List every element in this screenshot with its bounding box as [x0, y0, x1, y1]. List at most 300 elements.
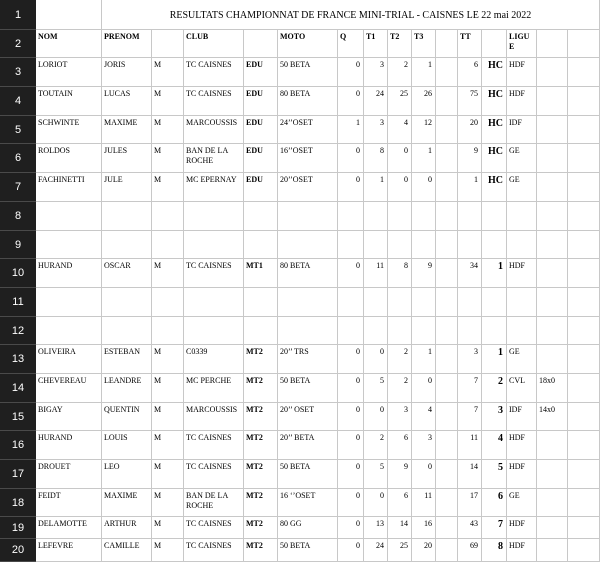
cell-q[interactable]: 0 [338, 87, 364, 116]
cell-q[interactable] [338, 202, 364, 231]
cell-t2[interactable]: 2 [388, 345, 412, 374]
cell-cat[interactable]: MT2 [244, 345, 278, 374]
cell-extra[interactable] [537, 317, 568, 345]
cell-rank[interactable] [482, 231, 507, 259]
cell-gap[interactable] [436, 539, 458, 562]
cell-ligue[interactable] [507, 202, 537, 231]
cell-q[interactable]: 0 [338, 403, 364, 431]
cell-gap[interactable] [436, 202, 458, 231]
cell-sexe[interactable]: M [152, 345, 184, 374]
cell-cat[interactable]: EDU [244, 173, 278, 202]
cell-blank2[interactable] [568, 288, 600, 317]
cell-q[interactable]: 0 [338, 58, 364, 87]
header-t3[interactable]: T3 [412, 30, 436, 58]
cell-prenom[interactable]: QUENTIN [102, 403, 152, 431]
cell-ligue[interactable]: HDF [507, 431, 537, 460]
cell-moto[interactable]: 20’’ TRS [278, 345, 338, 374]
cell-gap[interactable] [436, 173, 458, 202]
cell-tt[interactable]: 7 [458, 403, 482, 431]
cell-t2[interactable] [388, 202, 412, 231]
cell-moto[interactable]: 24’’OSET [278, 116, 338, 144]
row-number[interactable]: 14 [0, 374, 36, 403]
cell-prenom[interactable]: LEO [102, 460, 152, 489]
row-number[interactable]: 11 [0, 288, 36, 317]
cell-t1[interactable]: 24 [364, 539, 388, 562]
cell-q[interactable] [338, 231, 364, 259]
cell-t1[interactable]: 5 [364, 460, 388, 489]
row-number[interactable]: 8 [0, 202, 36, 231]
header-t1[interactable]: T1 [364, 30, 388, 58]
cell-rank[interactable]: HC [482, 58, 507, 87]
cell-cat[interactable]: MT2 [244, 403, 278, 431]
header-moto[interactable]: MOTO [278, 30, 338, 58]
header-club[interactable]: CLUB [184, 30, 244, 58]
cell-prenom[interactable]: OSCAR [102, 259, 152, 288]
header-rank[interactable] [482, 30, 507, 58]
cell-prenom[interactable]: MAXIME [102, 116, 152, 144]
cell-t2[interactable]: 3 [388, 403, 412, 431]
cell-cat[interactable] [244, 202, 278, 231]
cell-t3[interactable]: 0 [412, 173, 436, 202]
cell-tt[interactable]: 7 [458, 374, 482, 403]
cell-gap[interactable] [436, 87, 458, 116]
cell-extra[interactable] [537, 460, 568, 489]
cell-extra[interactable] [537, 431, 568, 460]
cell-tt[interactable]: 43 [458, 517, 482, 539]
cell-gap[interactable] [436, 517, 458, 539]
cell-club[interactable] [184, 288, 244, 317]
cell-nom[interactable]: HURAND [36, 431, 102, 460]
cell-rank[interactable]: 1 [482, 345, 507, 374]
cell-club[interactable]: MARCOUSSIS [184, 403, 244, 431]
cell-t3[interactable]: 1 [412, 345, 436, 374]
cell-prenom[interactable] [102, 202, 152, 231]
cell-gap[interactable] [436, 460, 458, 489]
cell-q[interactable]: 0 [338, 517, 364, 539]
cell-blank2[interactable] [568, 231, 600, 259]
cell-t1[interactable]: 0 [364, 403, 388, 431]
cell-moto[interactable]: 20’’OSET [278, 173, 338, 202]
cell-t3[interactable] [412, 202, 436, 231]
cell-tt[interactable]: 17 [458, 489, 482, 517]
cell-sexe[interactable]: M [152, 259, 184, 288]
cell-blank2[interactable] [568, 489, 600, 517]
cell-t3[interactable]: 0 [412, 460, 436, 489]
cell-nom[interactable]: TOUTAIN [36, 87, 102, 116]
cell-club[interactable]: BAN DE LA ROCHE [184, 489, 244, 517]
cell-gap[interactable] [436, 116, 458, 144]
cell-moto[interactable]: 16’’OSET [278, 144, 338, 173]
cell-sexe[interactable]: M [152, 431, 184, 460]
cell-tt[interactable]: 75 [458, 87, 482, 116]
cell-blank2[interactable] [568, 460, 600, 489]
cell-club[interactable]: MC EPERNAY [184, 173, 244, 202]
cell-prenom[interactable] [102, 288, 152, 317]
cell-ligue[interactable] [507, 288, 537, 317]
cell-cat[interactable]: EDU [244, 116, 278, 144]
cell-cat[interactable]: MT2 [244, 517, 278, 539]
cell-ligue[interactable] [507, 231, 537, 259]
cell-nom[interactable]: FEIDT [36, 489, 102, 517]
cell-sexe[interactable] [152, 317, 184, 345]
cell-tt[interactable]: 11 [458, 431, 482, 460]
cell-rank[interactable]: HC [482, 144, 507, 173]
cell-t1[interactable]: 24 [364, 87, 388, 116]
cell-cat[interactable]: MT2 [244, 374, 278, 403]
cell-q[interactable]: 0 [338, 539, 364, 562]
cell-gap[interactable] [436, 259, 458, 288]
cell-prenom[interactable]: JULE [102, 173, 152, 202]
cell-extra[interactable] [537, 116, 568, 144]
cell-prenom[interactable]: LUCAS [102, 87, 152, 116]
cell-club[interactable]: TC CAISNES [184, 539, 244, 562]
row-number[interactable]: 6 [0, 144, 36, 173]
cell-moto[interactable] [278, 288, 338, 317]
cell-t3[interactable]: 1 [412, 144, 436, 173]
cell-extra[interactable] [537, 87, 568, 116]
cell-blank2[interactable] [568, 173, 600, 202]
cell-blank2[interactable] [568, 431, 600, 460]
cell-moto[interactable]: 80 BETA [278, 259, 338, 288]
cell-blank2[interactable] [568, 202, 600, 231]
cell-t3[interactable]: 26 [412, 87, 436, 116]
cell-moto[interactable]: 20’’ BETA [278, 431, 338, 460]
cell-nom[interactable]: FACHINETTI [36, 173, 102, 202]
cell-blank2[interactable] [568, 317, 600, 345]
cell-t1[interactable] [364, 317, 388, 345]
header-prenom[interactable]: PRENOM [102, 30, 152, 58]
cell-nom[interactable] [36, 317, 102, 345]
cell-moto[interactable]: 50 BETA [278, 460, 338, 489]
cell-t2[interactable]: 0 [388, 144, 412, 173]
cell-sexe[interactable]: M [152, 173, 184, 202]
cell-rank[interactable]: 5 [482, 460, 507, 489]
cell-extra[interactable] [537, 489, 568, 517]
cell-q[interactable]: 0 [338, 173, 364, 202]
cell-tt[interactable] [458, 202, 482, 231]
cell-sexe[interactable]: M [152, 489, 184, 517]
cell-blank2[interactable] [568, 58, 600, 87]
cell-ligue[interactable]: GE [507, 345, 537, 374]
cell-prenom[interactable] [102, 317, 152, 345]
cell-t1[interactable]: 1 [364, 173, 388, 202]
cell-t2[interactable]: 6 [388, 431, 412, 460]
cell-rank[interactable]: 3 [482, 403, 507, 431]
row-number[interactable]: 16 [0, 431, 36, 460]
title-left-cell[interactable] [36, 0, 102, 30]
cell-sexe[interactable] [152, 202, 184, 231]
cell-club[interactable] [184, 317, 244, 345]
cell-t2[interactable]: 25 [388, 539, 412, 562]
cell-ligue[interactable]: HDF [507, 517, 537, 539]
cell-prenom[interactable]: ARTHUR [102, 517, 152, 539]
cell-t2[interactable] [388, 231, 412, 259]
cell-extra[interactable] [537, 58, 568, 87]
cell-t1[interactable]: 8 [364, 144, 388, 173]
cell-blank2[interactable] [568, 517, 600, 539]
cell-sexe[interactable]: M [152, 517, 184, 539]
cell-rank[interactable] [482, 288, 507, 317]
cell-nom[interactable]: DROUET [36, 460, 102, 489]
cell-moto[interactable] [278, 317, 338, 345]
cell-q[interactable]: 0 [338, 345, 364, 374]
cell-extra[interactable] [537, 288, 568, 317]
cell-cat[interactable]: MT1 [244, 259, 278, 288]
cell-extra[interactable] [537, 345, 568, 374]
cell-tt[interactable]: 69 [458, 539, 482, 562]
sheet-title[interactable]: RESULTATS CHAMPIONNAT DE FRANCE MINI-TRIAL - CAISNES LE 22 mai 2022 [102, 0, 600, 30]
cell-prenom[interactable]: CAMILLE [102, 539, 152, 562]
cell-ligue[interactable]: HDF [507, 460, 537, 489]
cell-nom[interactable]: OLIVEIRA [36, 345, 102, 374]
cell-t1[interactable]: 3 [364, 116, 388, 144]
cell-gap[interactable] [436, 403, 458, 431]
cell-t1[interactable]: 11 [364, 259, 388, 288]
cell-t3[interactable]: 16 [412, 517, 436, 539]
cell-ligue[interactable]: HDF [507, 539, 537, 562]
cell-prenom[interactable]: LOUIS [102, 431, 152, 460]
header-gap[interactable] [436, 30, 458, 58]
row-number[interactable]: 2 [0, 30, 36, 58]
cell-moto[interactable]: 80 BETA [278, 87, 338, 116]
cell-gap[interactable] [436, 58, 458, 87]
row-number[interactable]: 3 [0, 58, 36, 87]
cell-sexe[interactable]: M [152, 144, 184, 173]
cell-t1[interactable]: 0 [364, 489, 388, 517]
cell-cat[interactable]: EDU [244, 87, 278, 116]
cell-t2[interactable]: 0 [388, 173, 412, 202]
cell-rank[interactable]: 7 [482, 517, 507, 539]
cell-club[interactable]: TC CAISNES [184, 431, 244, 460]
row-number[interactable]: 1 [0, 0, 36, 30]
header-tt[interactable]: TT [458, 30, 482, 58]
cell-cat[interactable]: MT2 [244, 539, 278, 562]
cell-t3[interactable]: 1 [412, 58, 436, 87]
cell-club[interactable]: C0339 [184, 345, 244, 374]
cell-extra[interactable] [537, 231, 568, 259]
cell-tt[interactable] [458, 288, 482, 317]
cell-tt[interactable] [458, 231, 482, 259]
cell-rank[interactable]: 8 [482, 539, 507, 562]
header-t2[interactable]: T2 [388, 30, 412, 58]
cell-club[interactable] [184, 202, 244, 231]
cell-gap[interactable] [436, 317, 458, 345]
cell-moto[interactable]: 50 BETA [278, 58, 338, 87]
cell-extra[interactable] [537, 539, 568, 562]
cell-club[interactable]: MARCOUSSIS [184, 116, 244, 144]
row-number[interactable]: 17 [0, 460, 36, 489]
cell-blank2[interactable] [568, 116, 600, 144]
cell-moto[interactable]: 50 BETA [278, 374, 338, 403]
cell-nom[interactable]: HURAND [36, 259, 102, 288]
cell-blank2[interactable] [568, 539, 600, 562]
cell-club[interactable]: TC CAISNES [184, 259, 244, 288]
cell-moto[interactable]: 80 GG [278, 517, 338, 539]
cell-t1[interactable] [364, 288, 388, 317]
cell-t2[interactable]: 6 [388, 489, 412, 517]
cell-extra[interactable] [537, 202, 568, 231]
cell-gap[interactable] [436, 144, 458, 173]
header-extra[interactable] [537, 30, 568, 58]
cell-cat[interactable] [244, 288, 278, 317]
cell-cat[interactable] [244, 231, 278, 259]
cell-blank2[interactable] [568, 144, 600, 173]
cell-rank[interactable]: HC [482, 87, 507, 116]
cell-extra[interactable] [537, 259, 568, 288]
cell-ligue[interactable]: GE [507, 144, 537, 173]
cell-gap[interactable] [436, 374, 458, 403]
cell-moto[interactable]: 50 BETA [278, 539, 338, 562]
cell-t3[interactable]: 9 [412, 259, 436, 288]
cell-t3[interactable] [412, 317, 436, 345]
cell-nom[interactable]: CHEVEREAU [36, 374, 102, 403]
cell-t2[interactable]: 2 [388, 374, 412, 403]
cell-blank2[interactable] [568, 259, 600, 288]
cell-sexe[interactable]: M [152, 58, 184, 87]
cell-tt[interactable]: 3 [458, 345, 482, 374]
cell-extra[interactable]: 18x0 [537, 374, 568, 403]
cell-nom[interactable]: DELAMOTTE [36, 517, 102, 539]
cell-prenom[interactable] [102, 231, 152, 259]
cell-ligue[interactable]: HDF [507, 87, 537, 116]
cell-gap[interactable] [436, 345, 458, 374]
cell-blank2[interactable] [568, 87, 600, 116]
cell-sexe[interactable]: M [152, 116, 184, 144]
cell-gap[interactable] [436, 489, 458, 517]
header-blank2[interactable] [568, 30, 600, 58]
cell-rank[interactable]: HC [482, 116, 507, 144]
cell-t3[interactable]: 20 [412, 539, 436, 562]
cell-extra[interactable] [537, 144, 568, 173]
cell-ligue[interactable]: HDF [507, 259, 537, 288]
cell-club[interactable]: TC CAISNES [184, 58, 244, 87]
cell-cat[interactable]: MT2 [244, 489, 278, 517]
cell-prenom[interactable]: MAXIME [102, 489, 152, 517]
row-number[interactable]: 15 [0, 403, 36, 431]
cell-gap[interactable] [436, 231, 458, 259]
cell-cat[interactable]: MT2 [244, 431, 278, 460]
cell-ligue[interactable]: CVL [507, 374, 537, 403]
cell-q[interactable]: 0 [338, 374, 364, 403]
cell-t1[interactable]: 13 [364, 517, 388, 539]
cell-t3[interactable]: 0 [412, 374, 436, 403]
cell-moto[interactable] [278, 202, 338, 231]
cell-nom[interactable]: LEFEVRE [36, 539, 102, 562]
cell-q[interactable]: 0 [338, 431, 364, 460]
row-number[interactable]: 18 [0, 489, 36, 517]
row-number[interactable]: 10 [0, 259, 36, 288]
cell-nom[interactable]: ROLDOS [36, 144, 102, 173]
cell-t3[interactable]: 3 [412, 431, 436, 460]
cell-club[interactable]: BAN DE LA ROCHE [184, 144, 244, 173]
cell-prenom[interactable]: ESTEBAN [102, 345, 152, 374]
cell-moto[interactable]: 20’’ OSET [278, 403, 338, 431]
cell-q[interactable]: 0 [338, 144, 364, 173]
cell-cat[interactable]: EDU [244, 58, 278, 87]
cell-extra[interactable] [537, 517, 568, 539]
cell-t1[interactable] [364, 202, 388, 231]
cell-rank[interactable] [482, 317, 507, 345]
cell-sexe[interactable] [152, 231, 184, 259]
cell-sexe[interactable]: M [152, 374, 184, 403]
cell-t1[interactable]: 5 [364, 374, 388, 403]
header-q[interactable]: Q [338, 30, 364, 58]
cell-nom[interactable]: BIGAY [36, 403, 102, 431]
cell-sexe[interactable]: M [152, 403, 184, 431]
cell-rank[interactable]: 2 [482, 374, 507, 403]
cell-rank[interactable]: 6 [482, 489, 507, 517]
cell-t2[interactable]: 25 [388, 87, 412, 116]
cell-extra[interactable]: 14x0 [537, 403, 568, 431]
cell-cat[interactable]: EDU [244, 144, 278, 173]
cell-moto[interactable]: 16 ‘’OSET [278, 489, 338, 517]
cell-t2[interactable]: 9 [388, 460, 412, 489]
cell-t1[interactable]: 3 [364, 58, 388, 87]
cell-blank2[interactable] [568, 345, 600, 374]
cell-cat[interactable]: MT2 [244, 460, 278, 489]
cell-cat[interactable] [244, 317, 278, 345]
cell-ligue[interactable]: GE [507, 173, 537, 202]
cell-rank[interactable]: 4 [482, 431, 507, 460]
cell-q[interactable]: 0 [338, 460, 364, 489]
cell-tt[interactable]: 1 [458, 173, 482, 202]
cell-tt[interactable]: 9 [458, 144, 482, 173]
cell-club[interactable]: MC PERCHE [184, 374, 244, 403]
row-number[interactable]: 20 [0, 539, 36, 562]
cell-q[interactable]: 0 [338, 259, 364, 288]
cell-blank2[interactable] [568, 403, 600, 431]
cell-tt[interactable]: 20 [458, 116, 482, 144]
cell-ligue[interactable]: IDF [507, 403, 537, 431]
cell-t2[interactable]: 4 [388, 116, 412, 144]
cell-prenom[interactable]: LEANDRE [102, 374, 152, 403]
cell-nom[interactable] [36, 202, 102, 231]
cell-t2[interactable]: 14 [388, 517, 412, 539]
row-number[interactable]: 9 [0, 231, 36, 259]
cell-tt[interactable]: 34 [458, 259, 482, 288]
cell-rank[interactable] [482, 202, 507, 231]
cell-sexe[interactable]: M [152, 539, 184, 562]
cell-t1[interactable]: 2 [364, 431, 388, 460]
cell-ligue[interactable] [507, 317, 537, 345]
cell-gap[interactable] [436, 288, 458, 317]
cell-q[interactable]: 0 [338, 489, 364, 517]
cell-sexe[interactable]: M [152, 87, 184, 116]
cell-t2[interactable]: 2 [388, 58, 412, 87]
cell-gap[interactable] [436, 431, 458, 460]
cell-rank[interactable]: HC [482, 173, 507, 202]
cell-t3[interactable] [412, 288, 436, 317]
cell-t3[interactable]: 4 [412, 403, 436, 431]
row-number[interactable]: 5 [0, 116, 36, 144]
cell-club[interactable]: TC CAISNES [184, 87, 244, 116]
row-number[interactable]: 7 [0, 173, 36, 202]
header-ligue[interactable]: LIGU E [507, 30, 537, 58]
row-number[interactable]: 13 [0, 345, 36, 374]
cell-t1[interactable]: 0 [364, 345, 388, 374]
cell-t3[interactable]: 12 [412, 116, 436, 144]
cell-q[interactable] [338, 317, 364, 345]
cell-club[interactable]: TC CAISNES [184, 517, 244, 539]
cell-prenom[interactable]: JULES [102, 144, 152, 173]
cell-sexe[interactable]: M [152, 460, 184, 489]
cell-sexe[interactable] [152, 288, 184, 317]
cell-ligue[interactable]: IDF [507, 116, 537, 144]
cell-tt[interactable] [458, 317, 482, 345]
cell-nom[interactable]: SCHWINTE [36, 116, 102, 144]
cell-nom[interactable]: LORIOT [36, 58, 102, 87]
cell-t3[interactable]: 11 [412, 489, 436, 517]
